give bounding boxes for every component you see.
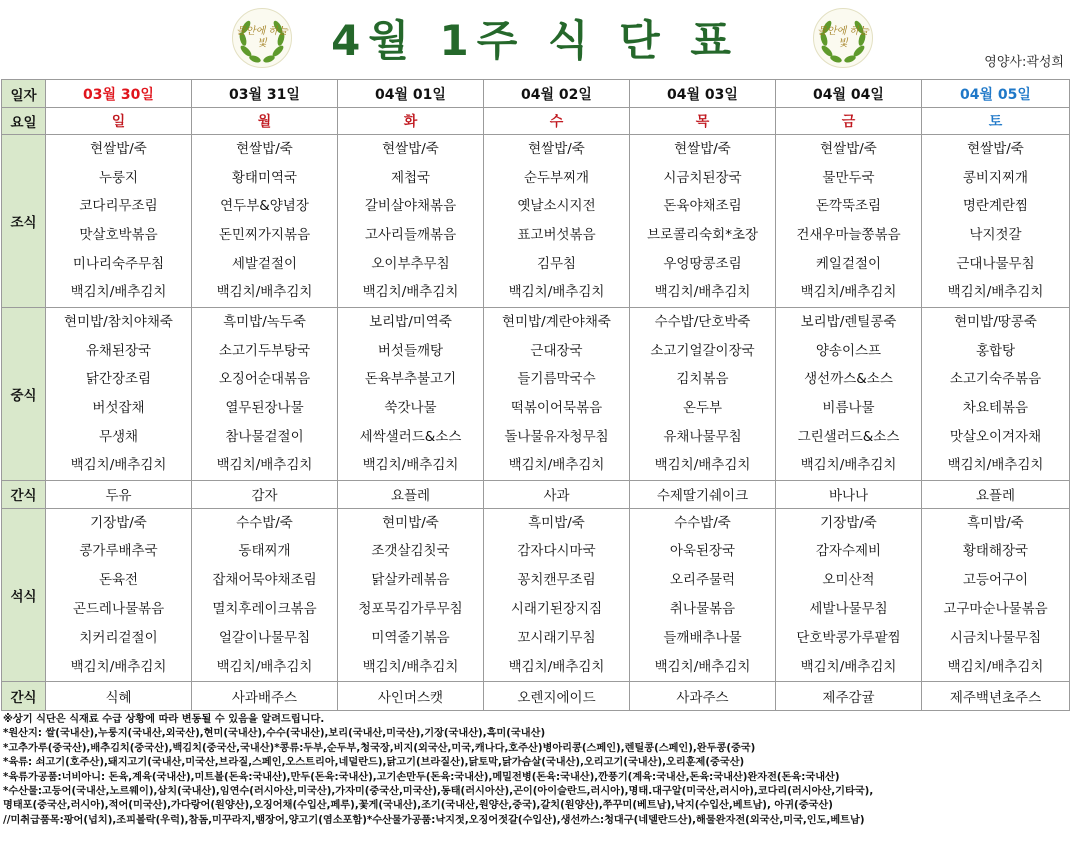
menu-item: 근대장국 xyxy=(530,342,583,359)
menu-item: 홍합탕 xyxy=(975,342,1016,359)
logo-left xyxy=(232,8,292,68)
menu-item: 연두부&양념장 xyxy=(220,198,309,215)
day-cell: 목 xyxy=(630,108,776,135)
menu-item: 동태찌개 xyxy=(238,543,291,560)
dinner-menu-cell xyxy=(776,508,922,682)
menu-item: 현쌀밥/죽 xyxy=(90,141,147,157)
snack2-item: 사과주스 xyxy=(630,682,776,711)
breakfast-menu-cell xyxy=(192,135,338,308)
menu-item: 백김치/배추김치 xyxy=(800,457,897,474)
breakfast-menu-cell xyxy=(922,135,1070,308)
logo-right-text: 물안에 하늘빛 xyxy=(817,26,869,49)
menu-item: 콩비지찌개 xyxy=(962,169,1029,186)
dinner-menu-cell xyxy=(192,508,338,682)
snack2-item: 사인머스캣 xyxy=(338,682,484,711)
date-cell: 03월 31일 xyxy=(192,80,338,108)
menu-item: 현쌀밥/죽 xyxy=(236,141,293,157)
menu-item: 백김치/배추김치 xyxy=(362,658,459,675)
dinner-menu-cell xyxy=(484,508,630,682)
menu-item: 멸치후레이크볶음 xyxy=(212,601,317,618)
lunch-menu-cell xyxy=(484,308,630,481)
menu-item: 순두부찌개 xyxy=(523,169,590,186)
notes-section xyxy=(3,713,1067,828)
date-cell: 04월 03일 xyxy=(630,80,776,108)
menu-item: 백김치/배추김치 xyxy=(362,284,459,301)
menu-item: 감자다시마국 xyxy=(517,543,596,560)
menu-item: 감자수제비 xyxy=(815,543,882,560)
menu-item: 소고기두부탕국 xyxy=(218,342,311,359)
lunch-menu-cell xyxy=(630,308,776,481)
menu-item: 돈육부추불고기 xyxy=(364,371,457,388)
lunch-row xyxy=(2,308,1070,481)
dinner-menu-cell xyxy=(46,508,192,682)
menu-item: 현쌀밥/죽 xyxy=(674,141,731,157)
menu-item: 양송이스프 xyxy=(815,342,882,359)
snack1-item: 감자 xyxy=(192,480,338,508)
dinner-row xyxy=(2,508,1070,682)
menu-item: 기장밥/죽 xyxy=(820,514,877,531)
menu-item: 현쌀밥/죽 xyxy=(820,141,877,157)
lunch-menu-cell xyxy=(922,308,1070,481)
date-cell: 04월 02일 xyxy=(484,80,630,108)
menu-item: 차요테볶음 xyxy=(962,399,1029,416)
menu-item: 세발겉절이 xyxy=(231,255,298,272)
menu-item: 백김치/배추김치 xyxy=(216,457,313,474)
date-cell: 04월 05일 xyxy=(922,80,1070,108)
snack2-item: 오렌지에이드 xyxy=(484,682,630,711)
logo-right xyxy=(813,8,873,68)
note-line: *수산물:고등어(국내산,노르웨이),삼치(국내산),임연수(러시아산,미국산),가자미(중국산,미국산),동태(러시아산),곤이(아이슬란드,러시아),명태.대구알(미국산,러시아),코다리(러시아산,기타국), xyxy=(3,786,874,798)
lunch-label: 중식 xyxy=(2,308,46,481)
day-cell: 화 xyxy=(338,108,484,135)
menu-item: 오리주물럭 xyxy=(669,572,736,589)
menu-item: 우엉땅콩조림 xyxy=(663,255,742,272)
menu-item: 세싹샐러드&소스 xyxy=(359,428,462,445)
breakfast-menu-cell xyxy=(484,135,630,308)
menu-item: 온두부 xyxy=(682,399,723,416)
snack2-item: 제주백년초주스 xyxy=(922,682,1070,711)
breakfast-label: 조식 xyxy=(2,135,46,308)
lunch-menu-cell xyxy=(338,308,484,481)
dinner-menu-cell xyxy=(922,508,1070,682)
menu-item: 오징어순대볶음 xyxy=(218,371,311,388)
menu-item: 현미밥/땅콩죽 xyxy=(954,314,1037,331)
menu-item: 흑미밥/죽 xyxy=(967,514,1024,531)
menu-item: 백김치/배추김치 xyxy=(654,457,751,474)
menu-item: 백김치/배추김치 xyxy=(216,284,313,301)
menu-item: 버섯잡채 xyxy=(92,399,145,416)
menu-item: 근대나물무침 xyxy=(956,255,1035,272)
menu-item: 잡채어묵야채조림 xyxy=(212,572,317,589)
menu-item: 유채나물무침 xyxy=(663,428,742,445)
menu-item: 백김치/배추김치 xyxy=(508,284,605,301)
menu-item: 백김치/배추김치 xyxy=(654,284,751,301)
menu-item: 기장밥/죽 xyxy=(90,514,147,531)
snack1-item: 사과 xyxy=(484,480,630,508)
menu-item: 백김치/배추김치 xyxy=(508,457,605,474)
menu-item: 치커리겉절이 xyxy=(79,629,158,646)
menu-item: 미나리숙주무침 xyxy=(72,255,165,272)
logo-left-text: 물안에 하늘빛 xyxy=(236,26,288,49)
note-line: 명태포(중국산,러시아),적어(미국산),가다랑어(원양산),오징어채(수입산,페루),꽃게(국내산),조기(국내산,원양산,중국),갈치(원양산),쭈꾸미(베트남),낙지(수입산,베트남), 아귀(중국산) xyxy=(3,800,833,812)
day-cell: 일 xyxy=(46,108,192,135)
day-cell: 토 xyxy=(922,108,1070,135)
snack1-label: 간식 xyxy=(2,480,46,508)
snack1-item: 요플레 xyxy=(338,480,484,508)
menu-item: 백김치/배추김치 xyxy=(800,284,897,301)
day-row xyxy=(2,108,1070,135)
menu-item: 물만두국 xyxy=(822,169,875,186)
menu-item: 돈깍뚝조림 xyxy=(815,198,882,215)
menu-item: 현쌀밥/죽 xyxy=(967,141,1024,157)
menu-item: 보리밥/렌틸콩죽 xyxy=(800,314,897,331)
menu-item: 백김치/배추김치 xyxy=(508,658,605,675)
menu-item: 얼갈이나물무침 xyxy=(218,629,311,646)
menu-item: 백김치/배추김치 xyxy=(947,457,1044,474)
lunch-menu-cell xyxy=(46,308,192,481)
menu-item: 황태미역국 xyxy=(231,169,298,186)
menu-item: 고구마순나물볶음 xyxy=(943,601,1048,618)
weekly-menu-table xyxy=(1,79,1070,711)
snack1-item: 요플레 xyxy=(922,480,1070,508)
menu-item: 제첩국 xyxy=(390,169,431,186)
menu-item: 소고기숙주볶음 xyxy=(949,371,1042,388)
lunch-menu-cell xyxy=(776,308,922,481)
dinner-menu-cell xyxy=(338,508,484,682)
snack1-row xyxy=(2,480,1070,508)
menu-item: 미역줄기볶음 xyxy=(371,629,450,646)
menu-item: 그린샐러드&소스 xyxy=(797,428,900,445)
menu-item: 표고버섯볶음 xyxy=(517,227,596,244)
menu-item: 고사리들깨볶음 xyxy=(364,227,457,244)
note-line: *원산지: 쌀(국내산),누룽지(국내산,외국산),현미(국내산),수수(국내산),보리(국내산,미국산),기장(국내산),흑미(국내산) xyxy=(3,728,546,740)
menu-item: 아욱된장국 xyxy=(669,543,736,560)
menu-item: 현쌀밥/죽 xyxy=(382,141,439,157)
snack1-item: 수제딸기쉐이크 xyxy=(630,480,776,508)
menu-item: 낙지젓갈 xyxy=(969,227,1022,244)
menu-item: 닭살카레볶음 xyxy=(371,572,450,589)
day-label: 요일 xyxy=(2,108,46,135)
menu-item: 꽁치캔무조림 xyxy=(517,572,596,589)
menu-item: 명란계란찜 xyxy=(962,198,1029,215)
menu-item: 비름나물 xyxy=(822,399,875,416)
note-line: ※상기 식단은 식재료 수급 상황에 따라 변동될 수 있음을 알려드립니다. xyxy=(3,714,325,725)
note-line: //미취급품목:팡어(넙치),조피볼락(우럭),참돔,미꾸라지,뱀장어,양고기(염소포함)*수산물가공품:낙지젓,오징어젓갈(수입산),생선까스:청대구(네델란드산),해물완자전(외국산,미국,인도,베트남) xyxy=(3,814,865,826)
menu-item: 브로콜리숙회*초장 xyxy=(646,227,759,244)
dinner-menu-cell xyxy=(630,508,776,682)
snack1-item: 바나나 xyxy=(776,480,922,508)
snack2-item: 식혜 xyxy=(46,682,192,711)
note-line: *육류가공품:너비아니: 돈육,계육(국내산),미트볼(돈육:국내산),만두(돈육:국내산),고기손만두(돈육:국내산),메밀전병(돈육:국내산),깐풍기(계육:국내산,돈육:국내산)완자전(돈육:국내산) xyxy=(3,771,840,783)
date-cell: 03월 30일 xyxy=(46,80,192,108)
menu-item: 들기름막국수 xyxy=(517,371,596,388)
menu-item: 현미밥/죽 xyxy=(382,514,439,531)
breakfast-menu-cell xyxy=(776,135,922,308)
day-cell: 수 xyxy=(484,108,630,135)
note-line: *고추가루(중국산),배추김치(중국산),백김치(중국산,국내산)*콩류:두부,순두부,청국장,비지(외국산,미국,캐나다,호주산)병아리콩(스페인),렌틸콩(스페인),완두콩(중국) xyxy=(3,742,756,754)
menu-item: 떡볶이어묵볶음 xyxy=(510,399,603,416)
menu-item: 세발나물무침 xyxy=(809,601,888,618)
menu-item: 돈육전 xyxy=(98,572,139,589)
menu-item: 버섯들깨탕 xyxy=(377,342,444,359)
menu-item: 맛살오이겨자채 xyxy=(949,428,1042,445)
menu-item: 청포묵김가루무침 xyxy=(358,601,463,618)
menu-item: 오미산적 xyxy=(822,572,875,589)
menu-item: 맛살호박볶음 xyxy=(79,227,158,244)
menu-item: 백김치/배추김치 xyxy=(947,284,1044,301)
snack2-item: 제주감귤 xyxy=(776,682,922,711)
date-row xyxy=(2,80,1070,108)
menu-item: 코다리무조림 xyxy=(79,198,158,215)
menu-item: 수수밥/단호박죽 xyxy=(654,314,751,331)
menu-item: 황태해장국 xyxy=(962,543,1029,560)
menu-item: 케일겉절이 xyxy=(815,255,882,272)
menu-item: 단호박콩가루팥찜 xyxy=(796,629,901,646)
snack2-item: 사과배주스 xyxy=(192,682,338,711)
menu-item: 시금치된장국 xyxy=(663,169,742,186)
menu-item: 백김치/배추김치 xyxy=(654,658,751,675)
menu-item: 수수밥/죽 xyxy=(236,514,293,531)
menu-item: 고등어구이 xyxy=(962,572,1029,589)
menu-item: 백김치/배추김치 xyxy=(70,457,167,474)
note-line: *육류: 쇠고기(호주산),돼지고기(국내산,미국산,브라질,스페인,오스트리아,네덜란드),닭고기(브라질산),닭토막,닭가슴살(국내산),오리고기(국내산),오리훈제(중국산) xyxy=(3,757,745,769)
menu-item: 콩가루배추국 xyxy=(79,543,158,560)
menu-item: 흑미밥/녹두죽 xyxy=(223,314,306,331)
day-cell: 월 xyxy=(192,108,338,135)
menu-item: 건새우마늘쫑볶음 xyxy=(796,227,901,244)
menu-item: 수수밥/죽 xyxy=(674,514,731,531)
breakfast-menu-cell xyxy=(630,135,776,308)
menu-item: 백김치/배추김치 xyxy=(362,457,459,474)
menu-item: 시금치나물무침 xyxy=(949,629,1042,646)
nutritionist-name: 영양사:곽성희 xyxy=(984,55,1064,70)
menu-item: 돌나물유자청무침 xyxy=(504,428,609,445)
menu-item: 열무된장나물 xyxy=(225,399,304,416)
page-title: 4월 1주 식 단 표 xyxy=(331,16,739,65)
menu-item: 소고기얼갈이장국 xyxy=(650,342,755,359)
menu-item: 현미밥/참치야채죽 xyxy=(64,314,173,331)
menu-item: 시래기된장지짐 xyxy=(510,601,603,618)
menu-item: 닭간장조림 xyxy=(85,371,152,388)
date-cell: 04월 04일 xyxy=(776,80,922,108)
menu-item: 백김치/배추김치 xyxy=(70,284,167,301)
menu-item: 돈민찌가지볶음 xyxy=(218,227,311,244)
breakfast-row xyxy=(2,135,1070,308)
menu-item: 김치볶음 xyxy=(676,371,729,388)
menu-item: 쑥갓나물 xyxy=(384,399,437,416)
snack1-item: 두유 xyxy=(46,480,192,508)
menu-item: 무생채 xyxy=(98,428,139,445)
menu-item: 옛날소시지전 xyxy=(517,198,596,215)
menu-item: 김무침 xyxy=(536,255,577,272)
breakfast-menu-cell xyxy=(338,135,484,308)
menu-item: 참나물겉절이 xyxy=(225,428,304,445)
menu-item: 갈비살야채볶음 xyxy=(364,198,457,215)
lunch-menu-cell xyxy=(192,308,338,481)
menu-item: 보리밥/미역죽 xyxy=(369,314,452,331)
snack2-label: 간식 xyxy=(2,682,46,711)
menu-item: 백김치/배추김치 xyxy=(947,658,1044,675)
dinner-label: 석식 xyxy=(2,508,46,682)
snack2-row xyxy=(2,682,1070,711)
day-cell: 금 xyxy=(776,108,922,135)
menu-item: 조갯살김칫국 xyxy=(371,543,450,560)
menu-item: 누룽지 xyxy=(98,169,139,186)
menu-item: 현미밥/계란야채죽 xyxy=(502,314,611,331)
menu-item: 꼬시래기무침 xyxy=(517,629,596,646)
menu-item: 흑미밥/죽 xyxy=(528,514,585,531)
menu-item: 백김치/배추김치 xyxy=(800,658,897,675)
date-cell: 04월 01일 xyxy=(338,80,484,108)
date-label: 일자 xyxy=(2,80,46,108)
menu-item: 돈육야채조림 xyxy=(663,198,742,215)
menu-item: 취나물볶음 xyxy=(669,601,736,618)
menu-item: 곤드레나물볶음 xyxy=(72,601,165,618)
menu-item: 들깨배추나물 xyxy=(663,629,742,646)
menu-item: 생선까스&소스 xyxy=(804,371,893,388)
menu-item: 오이부추무침 xyxy=(371,255,450,272)
menu-item: 백김치/배추김치 xyxy=(70,658,167,675)
menu-item: 백김치/배추김치 xyxy=(216,658,313,675)
menu-item: 현쌀밥/죽 xyxy=(528,141,585,157)
breakfast-menu-cell xyxy=(46,135,192,308)
menu-item: 유채된장국 xyxy=(85,342,152,359)
